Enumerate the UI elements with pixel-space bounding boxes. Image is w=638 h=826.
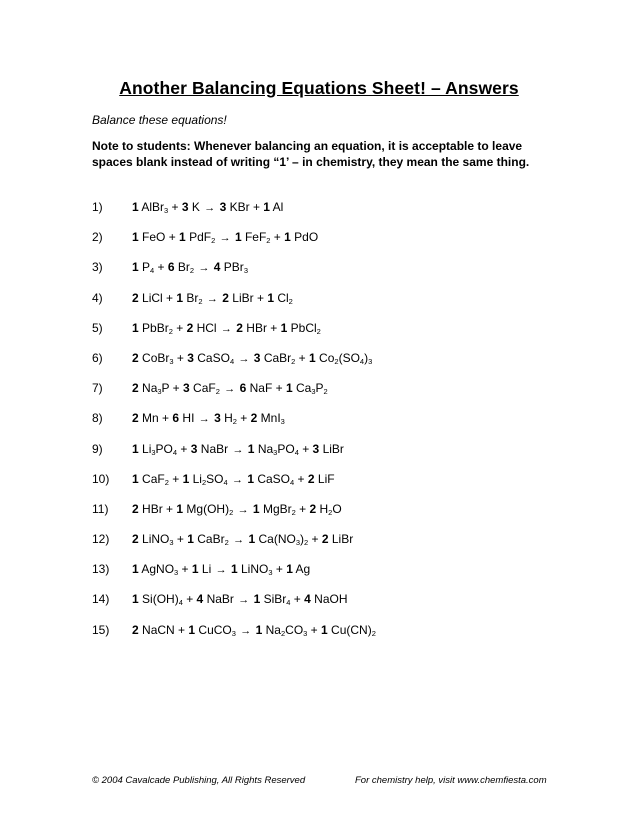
equation-row [92, 471, 552, 501]
equation-number: 9) [92, 441, 103, 456]
equation-row [92, 229, 552, 259]
equation-row [92, 410, 552, 440]
balanced-equation: 2 $Na_3P + 3$ CaF$_2$ → 6 NaF + 1 $Ca_3P_2$ [132, 381, 328, 397]
balanced-equation: 1 AlBr$_3$ + 3 K → 3 KBr + 1 Al [132, 200, 284, 215]
equation-row [92, 441, 552, 471]
subtitle: Balance these equations! [92, 113, 227, 127]
balanced-equation: 2 Mn + 6 HI → 3 $H_2 + 2$ MnI$_3$ [132, 411, 285, 427]
equation-row [92, 290, 552, 320]
note-to-students: Note to students: Whenever balancing an equation, it is acceptable to leave spaces blank instead of writing “1’ – in chemistry, they mean the same thing. [92, 139, 530, 169]
balanced-equation: 1 CaF$_2$ + 1 $Li_2SO_4 \to 1$ CaSO$_4$ + 2 LiF [132, 471, 335, 487]
equation-row [92, 350, 552, 380]
equation-number: 2) [92, 230, 103, 245]
balanced-equation: 2 LiCl + 1 $Br_2 \to 2$ LiBr + 1 $Cl_2$ [132, 290, 293, 306]
equation-row [92, 622, 552, 652]
equation-number: 10) [92, 471, 110, 486]
equation-list [92, 199, 552, 652]
balanced-equation: 2 CoBr$_3$ + 3 CaSO$_4$ → 3 CaBr$_2$ + 1 $Co_2(SO_4)_3$ [132, 350, 373, 366]
equation-row [92, 259, 552, 289]
balanced-equation: 1 PbBr$_2$ + 2 HCl → 2 HBr + 1 PbCl$_2$ [132, 320, 321, 336]
balanced-equation: 1 AgNO$_3$ + 1 Li → 1 LiNO$_3$ + 1 Ag [132, 562, 311, 578]
help-footer: For chemistry help, visit www.chemfiesta.com [355, 775, 547, 786]
equation-number: 8) [92, 411, 103, 426]
balanced-equation: 2 LiNO$_3$ + 1 CaBr$_2$ → 1 $Ca(NO_3)_2 + 2$ LiBr [132, 532, 354, 548]
equation-row [92, 320, 552, 350]
balanced-equation: 1 $Li_3PO_4 + 3$ NaBr → 1 $Na_3PO_4 + 3$ LiBr [132, 441, 344, 457]
equation-row [92, 380, 552, 410]
equation-row [92, 531, 552, 561]
equation-number: 7) [92, 381, 103, 396]
equation-row [92, 591, 552, 621]
balanced-equation: 1 FeO + 1 PdF$_2$ → 1 FeF$_2$ + 1 PdO [132, 230, 319, 246]
balanced-equation: 1 $P_4 + 6$ $Br_2 \to 4$ PBr$_3$ [132, 260, 248, 276]
equation-number: 6) [92, 350, 103, 365]
balanced-equation: 2 HBr + 1 $Mg(OH)_2 \to 1$ MgBr$_2$ + 2 $H_2O$ [132, 501, 342, 517]
equation-row [92, 501, 552, 531]
balanced-equation: 1 $Si(OH)_4 + 4$ NaBr → 1 SiBr$_4$ + 4 NaOH [132, 592, 348, 608]
equation-number: 11) [92, 501, 109, 516]
equation-number: 3) [92, 260, 103, 275]
balanced-equation: 2 NaCN + 1 CuCO$_3$ → 1 $Na_2CO_3 + 1$ $Cu(CN)_2$ [132, 622, 376, 638]
copyright-footer: © 2004 Cavalcade Publishing, All Rights Reserved [92, 775, 306, 786]
equation-number: 13) [92, 562, 110, 577]
equation-number: 12) [92, 532, 110, 547]
equation-number: 14) [92, 592, 110, 607]
equation-row [92, 199, 552, 229]
equation-number: 1) [92, 200, 103, 214]
equation-number: 4) [92, 290, 103, 305]
equation-row [92, 561, 552, 591]
equation-number: 15) [92, 622, 110, 637]
equation-number: 5) [92, 320, 103, 335]
page-title: Another Balancing Equations Sheet! – Answers [119, 78, 519, 98]
